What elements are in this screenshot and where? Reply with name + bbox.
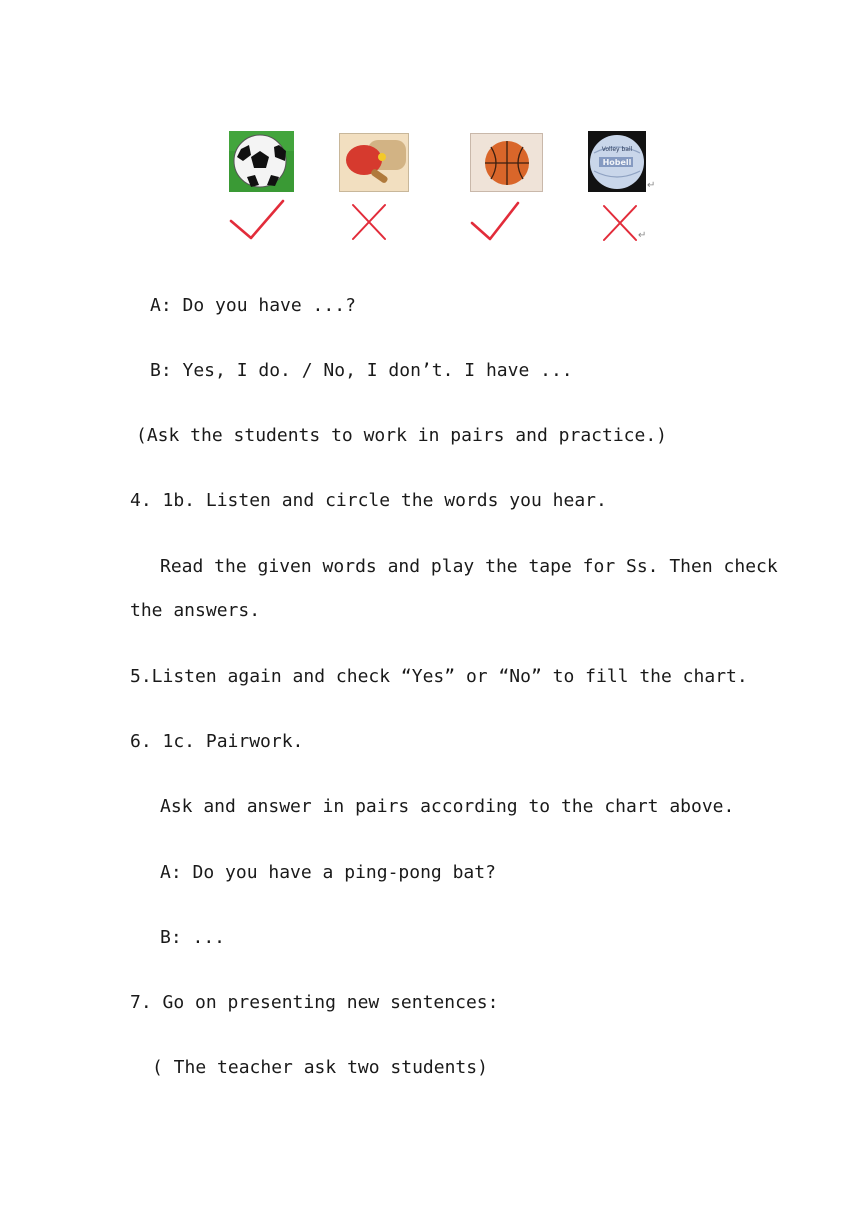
step-6-text: Ask and answer in pairs according to the chart above.	[160, 796, 735, 817]
volleyball-icon	[588, 131, 646, 192]
step-7-note: ( The teacher ask two students)	[152, 1057, 488, 1078]
check-mark-icon	[229, 199, 285, 241]
step-4-text-line-2: the answers.	[130, 600, 261, 621]
step-4-text-line-1: Read the given words and play the tape for Ss. Then check	[160, 556, 778, 577]
ping-pong-bat-image	[339, 133, 409, 192]
instruction-note: (Ask the students to work in pairs and practice.)	[136, 425, 668, 446]
basketball-image	[470, 133, 543, 192]
ping-pong-bat-icon	[340, 134, 408, 191]
paragraph-mark-icon: ↵	[647, 180, 656, 191]
step-6-heading: 6. 1c. Pairwork.	[130, 731, 304, 752]
dialogue-example-b: B: ...	[160, 927, 226, 948]
step-4-heading: 4. 1b. Listen and circle the words you hear.	[130, 490, 607, 511]
volleyball-brand: Hobell	[602, 158, 632, 167]
cross-mark-icon	[602, 204, 638, 242]
basketball-icon	[471, 134, 542, 191]
soccer-ball-image	[229, 131, 294, 192]
check-mark-icon	[470, 201, 520, 241]
dialogue-line-a: A: Do you have ...?	[150, 295, 356, 316]
paragraph-mark-icon: ↵	[638, 230, 647, 241]
step-7-heading: 7. Go on presenting new sentences:	[130, 992, 499, 1013]
volleyball-label: Volley ball	[601, 146, 633, 153]
cross-mark-icon	[351, 203, 387, 241]
dialogue-example-a: A: Do you have a ping-pong bat?	[160, 862, 496, 883]
volleyball-image	[588, 131, 646, 192]
dialogue-line-b: B: Yes, I do. / No, I don’t. I have ...	[150, 360, 573, 381]
step-5-heading: 5.Listen again and check “Yes” or “No” to fill the chart.	[130, 666, 748, 687]
soccer-ball-icon	[229, 131, 294, 192]
